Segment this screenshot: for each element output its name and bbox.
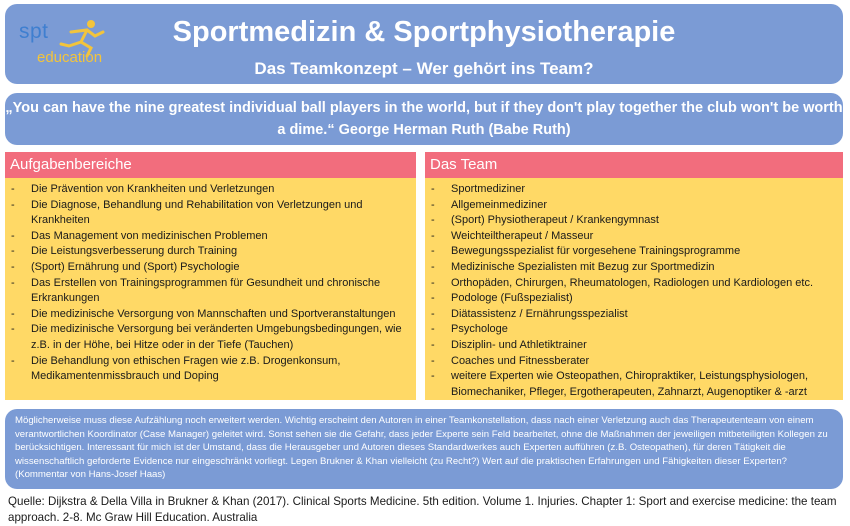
tasks-list [5,178,416,385]
list-item: - Disziplin- und Athletiktrainer [425,338,843,354]
list-item: - Sportmediziner [425,182,843,198]
tasks-panel [5,152,416,400]
logo-text: spt [19,20,49,43]
page-title: Sportmedizin & Sportphysiotherapie [172,16,676,48]
logo-subtext: education [37,49,103,66]
comment-box [5,409,843,489]
list-item: - Podologe (Fußspezialist) [425,291,843,307]
quote-box [5,93,843,145]
list-item: - Bewegungsspezialist für vorgesehene Trainingsprogramme [425,244,843,260]
page-subtitle: Das Teamkonzept – Wer gehört ins Team? [254,59,594,78]
quote-text: „You can have the nine greatest individual ball players in the world, but if they don't play together the club won't be worth a dime.“ George Herman Ruth (Babe Ruth) [5,100,843,138]
list-item: - (Sport) Ernährung und (Sport) Psychologie [5,260,416,276]
list-item: - Das Erstellen von Trainingsprogrammen für Gesundheit und chronische Erkrankungen [5,276,416,307]
team-list [425,178,843,400]
list-item: - Psychologe [425,322,843,338]
list-item: - Diätassistenz / Ernährungsspezialist [425,307,843,323]
list-item: - Das Management von medizinischen Problemen [5,229,416,245]
team-heading: Das Team [425,152,843,178]
list-item: - (Sport) Physiotherapeut / Krankengymnast [425,213,843,229]
list-item: - Die medizinische Versorgung von Mannschaften und Sportveranstaltungen [5,307,416,323]
tasks-heading: Aufgabenbereiche [5,152,416,178]
list-item: - Die Behandlung von ethischen Fragen wie z.B. Drogenkonsum, Medikamentenmissbrauch und Doping [5,354,416,385]
list-item: - Weichteiltherapeut / Masseur [425,229,843,245]
list-item: - Allgemeinmediziner [425,198,843,214]
source-citation: Quelle: Dijkstra & Della Villa in Brukner & Khan (2017). Clinical Sports Medicine. 5th edition. Volume 1. Injuries. Chapter 1: Sport and exercise medicine: the team approach. 2-8. Mc Graw Hill Education. Australia [8,495,837,524]
team-panel [425,152,843,400]
list-item: - weitere Experten wie Osteopathen, Chiropraktiker, Leistungsphysiologen, Biomechaniker, Pfleger, Ergotherapeuten, Zahnarzt, Augenoptiker & -arzt [425,369,843,400]
comment-text: Möglicherweise muss diese Aufzählung noch erweitert werden. Wichtig erscheint den Autoren in einer Teamkonstellation, dass nach einer Verletzung auch das Therapeutenteam von einem verantwortlichen Koordinator (Case Manager) geleitet wird. Sonst sehen sie die Gefahr, dass jeder Experte sein Feld bearbeitet, ohne die Maßnahmen der jeweiligen mitbeteiligten Kollegen zu berücksichtigen. Interessant für mich ist der Umstand, dass die Herausgeber und Autoren dieses Standardwerkes auch Experten aufführen (z.B. Osteopathen), für deren Tätigkeit die wissenschaftlich geforderte Evidence nur eingeschränkt vorliegt. Legen Brukner & Khan vielleicht (zu Recht?) Wert auf die praktischen Erfahrungen und Fähigkeiten dieser Experten? (Kommentar von Hans-Josef Haas) [15,415,828,480]
list-item: - Medizinische Spezialisten mit Bezug zur Sportmedizin [425,260,843,276]
header-banner [5,4,843,84]
list-item: - Orthopäden, Chirurgen, Rheumatologen, Radiologen und Kardiologen etc. [425,276,843,292]
list-item: - Die medizinische Versorgung bei veränderten Umgebungsbedingungen, wie z.B. in der Höhe, bei Hitze oder in der Tiefe (Tauchen) [5,322,416,353]
list-item: - Die Diagnose, Behandlung und Rehabilitation von Verletzungen und Krankheiten [5,198,416,229]
list-item: - Die Prävention von Krankheiten und Verletzungen [5,182,416,198]
list-item: - Coaches und Fitnessberater [425,354,843,370]
list-item: - Die Leistungsverbesserung durch Training [5,244,416,260]
